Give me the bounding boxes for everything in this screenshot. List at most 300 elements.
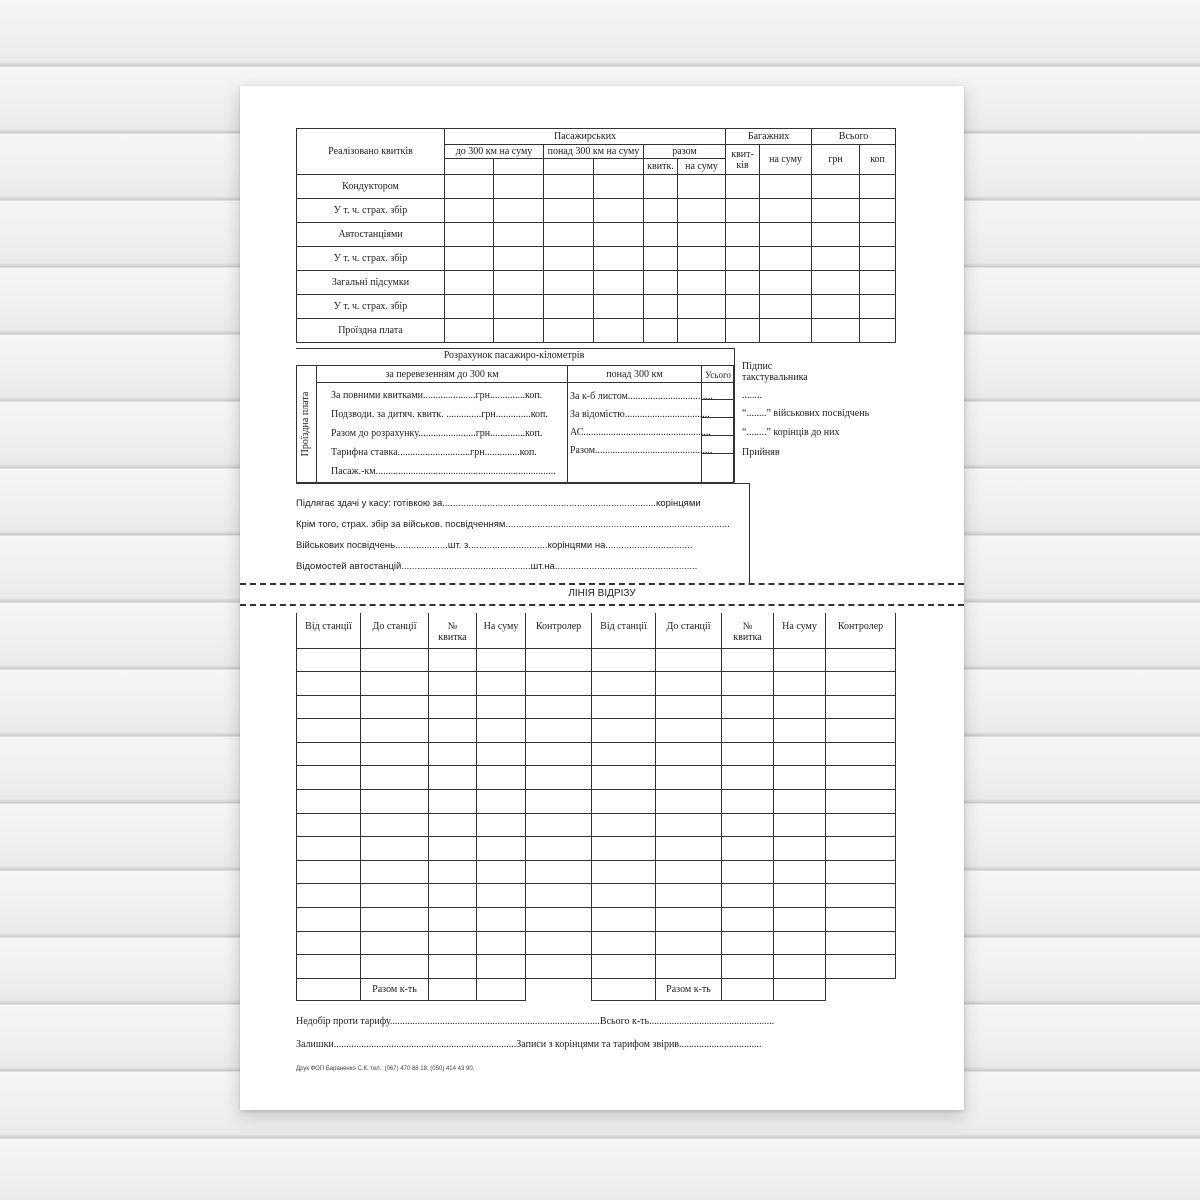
control-cell[interactable]: [826, 766, 896, 790]
sign-line: “........” корінців до них: [742, 427, 840, 438]
sales-cell[interactable]: [726, 271, 760, 295]
control-cell[interactable]: [361, 695, 429, 719]
sales-cell[interactable]: [678, 271, 726, 295]
control-cell[interactable]: [656, 884, 722, 908]
sales-cell[interactable]: [445, 271, 494, 295]
control-cell[interactable]: [774, 884, 826, 908]
printer-info: Друк ФОП Бараненко С.К. тел.: (067) 470 88 18; (050) 414 43 90.: [296, 1066, 475, 1072]
control-cell[interactable]: [526, 837, 592, 861]
sales-cell[interactable]: [760, 247, 812, 271]
cell-blank: [722, 978, 774, 1000]
sales-cell[interactable]: [494, 271, 544, 295]
sales-cell[interactable]: [760, 199, 812, 223]
control-cell[interactable]: [722, 931, 774, 955]
control-cell[interactable]: [526, 860, 592, 884]
control-cell[interactable]: [526, 648, 592, 672]
sales-cell[interactable]: [445, 247, 494, 271]
sales-row-label: У т. ч. страх. збір: [297, 199, 445, 223]
sales-cell[interactable]: [760, 319, 812, 343]
control-cell[interactable]: [826, 648, 896, 672]
sales-cell[interactable]: [494, 175, 544, 199]
control-cell[interactable]: [526, 813, 592, 837]
sales-cell[interactable]: [812, 319, 860, 343]
control-cell[interactable]: [477, 884, 526, 908]
sales-cell[interactable]: [644, 295, 678, 319]
sales-cell[interactable]: [760, 223, 812, 247]
control-cell[interactable]: [526, 742, 592, 766]
sales-row-label: Загальні підсумки: [297, 271, 445, 295]
control-cell[interactable]: [722, 672, 774, 696]
sales-cell[interactable]: [678, 247, 726, 271]
control-cell[interactable]: [526, 672, 592, 696]
control-cell[interactable]: [477, 931, 526, 955]
control-cell[interactable]: [361, 908, 429, 932]
control-cell[interactable]: [722, 742, 774, 766]
header-over300: понад 300 км на суму: [544, 145, 644, 159]
total-label-left: Разом к-ть: [361, 978, 429, 1000]
control-cell[interactable]: [429, 837, 477, 861]
header-sum-tickets: квитк.: [644, 159, 678, 175]
sales-cell[interactable]: [760, 295, 812, 319]
handover-line: Підлягає здачі у касу: готівкою за.................................................................................корінцями: [296, 498, 701, 509]
sales-cell[interactable]: [445, 223, 494, 247]
sales-cell[interactable]: [760, 175, 812, 199]
control-cell[interactable]: [477, 695, 526, 719]
cell-blank: [445, 159, 494, 175]
control-cell[interactable]: [429, 766, 477, 790]
cell-blank: [594, 159, 644, 175]
header-kop: коп: [860, 145, 896, 175]
control-row: [297, 813, 896, 837]
control-cell[interactable]: [656, 672, 722, 696]
calc-left-line: Разом до розрахунку.......................грн..............коп.: [331, 428, 543, 439]
control-cell[interactable]: [477, 813, 526, 837]
control-cell[interactable]: [361, 719, 429, 743]
sales-cell[interactable]: [494, 295, 544, 319]
sign-title-text: Підпис такстувальника: [742, 361, 808, 383]
col-over300: понад 300 км: [606, 369, 663, 380]
sales-row-header: Реалізовано квитків: [297, 129, 445, 175]
sales-cell[interactable]: [726, 175, 760, 199]
header-grn: грн: [812, 145, 860, 175]
sales-cell[interactable]: [726, 223, 760, 247]
sales-row-label: Проїздна плата: [297, 319, 445, 343]
sign-line: ........: [742, 390, 762, 401]
cut-line-label: ЛІНІЯ ВІДРІЗУ: [568, 588, 636, 599]
form-sheet: [240, 86, 964, 1110]
control-cell[interactable]: [826, 884, 896, 908]
control-cell[interactable]: [656, 837, 722, 861]
control-header: На суму: [774, 613, 826, 648]
control-cell[interactable]: [656, 790, 722, 814]
control-cell[interactable]: [656, 955, 722, 979]
control-cell[interactable]: [592, 742, 656, 766]
sales-cell[interactable]: [860, 223, 896, 247]
col-total: Усього: [705, 370, 731, 380]
sales-cell[interactable]: [812, 295, 860, 319]
control-cell[interactable]: [722, 884, 774, 908]
sales-cell[interactable]: [644, 199, 678, 223]
control-cell[interactable]: [297, 672, 361, 696]
control-row: [297, 884, 896, 908]
cell-blank: [297, 978, 361, 1000]
sales-cell[interactable]: [544, 247, 594, 271]
sales-cell[interactable]: [860, 199, 896, 223]
header-sum: разом: [644, 145, 726, 159]
control-cell[interactable]: [656, 931, 722, 955]
divider: [296, 483, 749, 484]
sales-row-label: У т. ч. страх. збір: [297, 295, 445, 319]
control-cell[interactable]: [361, 860, 429, 884]
header-passenger: Пасажирських: [445, 129, 726, 145]
control-cell[interactable]: [774, 672, 826, 696]
sign-line: “........” військових посвідчень: [742, 408, 870, 419]
control-cell[interactable]: [297, 931, 361, 955]
control-cell[interactable]: [297, 742, 361, 766]
control-cell[interactable]: [526, 719, 592, 743]
control-cell[interactable]: [722, 719, 774, 743]
control-cell[interactable]: [526, 695, 592, 719]
calc-left-line: Тарифна ставка.............................грн..............коп.: [331, 447, 537, 458]
sales-cell[interactable]: [544, 319, 594, 343]
control-cell[interactable]: [592, 648, 656, 672]
control-cell[interactable]: [297, 884, 361, 908]
control-cell[interactable]: [526, 931, 592, 955]
control-cell[interactable]: [361, 766, 429, 790]
control-cell[interactable]: [592, 837, 656, 861]
sales-cell[interactable]: [678, 199, 726, 223]
control-cell[interactable]: [429, 884, 477, 908]
control-cell[interactable]: [526, 790, 592, 814]
sales-cell[interactable]: [812, 175, 860, 199]
control-cell[interactable]: [297, 648, 361, 672]
divider: [749, 483, 750, 585]
sales-cell[interactable]: [860, 271, 896, 295]
control-cell[interactable]: [592, 884, 656, 908]
control-cell[interactable]: [297, 860, 361, 884]
control-cell[interactable]: [774, 648, 826, 672]
sales-cell[interactable]: [860, 295, 896, 319]
sales-cell[interactable]: [594, 319, 644, 343]
control-cell[interactable]: [774, 813, 826, 837]
control-header: № квитка: [722, 613, 774, 648]
vertical-label: Проїздна плата: [300, 391, 311, 457]
control-cell[interactable]: [477, 837, 526, 861]
control-row: [297, 719, 896, 743]
control-cell[interactable]: [526, 955, 592, 979]
control-header: До станції: [361, 613, 429, 648]
control-cell[interactable]: [656, 695, 722, 719]
calc-mid-line: За відомістю..................................: [570, 409, 710, 420]
control-cell[interactable]: [592, 813, 656, 837]
control-cell[interactable]: [429, 955, 477, 979]
control-cell[interactable]: [297, 813, 361, 837]
cell-blank: [774, 978, 826, 1000]
sales-cell[interactable]: [445, 175, 494, 199]
calc-left-line: За повними квитками.....................грн..............коп.: [331, 390, 543, 401]
control-cell[interactable]: [826, 837, 896, 861]
control-header: Контролер: [826, 613, 896, 648]
control-cell[interactable]: [592, 719, 656, 743]
sales-table: [296, 128, 896, 343]
control-cell[interactable]: [722, 648, 774, 672]
control-cell[interactable]: [656, 813, 722, 837]
control-cell[interactable]: [526, 884, 592, 908]
sales-row: [297, 199, 896, 223]
control-cell[interactable]: [361, 884, 429, 908]
control-cell[interactable]: [656, 742, 722, 766]
control-row: [297, 648, 896, 672]
cell-blank: [544, 159, 594, 175]
control-cell[interactable]: [297, 766, 361, 790]
control-row: [297, 908, 896, 932]
sales-cell[interactable]: [445, 319, 494, 343]
control-row: [297, 790, 896, 814]
control-cell[interactable]: [361, 742, 429, 766]
sales-cell[interactable]: [594, 247, 644, 271]
sales-cell[interactable]: [644, 175, 678, 199]
calc-mid-line: За к-б листом..................................: [570, 391, 713, 402]
control-cell[interactable]: [826, 719, 896, 743]
control-cell[interactable]: [429, 672, 477, 696]
divider: [734, 348, 735, 482]
sales-cell[interactable]: [644, 223, 678, 247]
control-cell[interactable]: [297, 837, 361, 861]
sales-cell[interactable]: [494, 319, 544, 343]
control-cell[interactable]: [592, 695, 656, 719]
control-row: [297, 837, 896, 861]
sales-cell[interactable]: [678, 175, 726, 199]
control-cell[interactable]: [361, 837, 429, 861]
control-cell[interactable]: [774, 837, 826, 861]
control-header-row: [297, 613, 896, 648]
control-cell[interactable]: [826, 860, 896, 884]
control-cell[interactable]: [722, 766, 774, 790]
sales-cell[interactable]: [726, 199, 760, 223]
sales-cell[interactable]: [594, 271, 644, 295]
control-cell[interactable]: [361, 790, 429, 814]
control-cell[interactable]: [297, 719, 361, 743]
calc-mid-line: Разом...............................................: [570, 445, 713, 456]
control-cell[interactable]: [297, 908, 361, 932]
control-cell[interactable]: [722, 860, 774, 884]
control-cell[interactable]: [592, 790, 656, 814]
control-cell[interactable]: [592, 955, 656, 979]
control-cell[interactable]: [477, 790, 526, 814]
sales-cell[interactable]: [544, 175, 594, 199]
control-cell[interactable]: [429, 742, 477, 766]
control-cell[interactable]: [429, 813, 477, 837]
control-cell[interactable]: [656, 908, 722, 932]
sales-cell[interactable]: [544, 223, 594, 247]
control-row: [297, 766, 896, 790]
control-cell[interactable]: [826, 742, 896, 766]
sales-cell[interactable]: [644, 271, 678, 295]
control-cell[interactable]: [826, 931, 896, 955]
sales-cell[interactable]: [544, 271, 594, 295]
header-total: Всього: [812, 129, 896, 145]
control-cell[interactable]: [477, 766, 526, 790]
sales-cell[interactable]: [594, 175, 644, 199]
sales-cell[interactable]: [860, 247, 896, 271]
control-cell[interactable]: [477, 955, 526, 979]
control-header: На суму: [477, 613, 526, 648]
control-cell[interactable]: [429, 860, 477, 884]
control-header: До станції: [656, 613, 722, 648]
sales-cell[interactable]: [812, 223, 860, 247]
control-cell[interactable]: [722, 908, 774, 932]
sales-cell[interactable]: [594, 223, 644, 247]
control-cell[interactable]: [774, 860, 826, 884]
control-cell[interactable]: [361, 931, 429, 955]
control-header: Від станції: [592, 613, 656, 648]
sales-cell[interactable]: [494, 223, 544, 247]
control-cell[interactable]: [361, 955, 429, 979]
control-cell[interactable]: [592, 908, 656, 932]
sales-cell[interactable]: [812, 199, 860, 223]
control-cell[interactable]: [526, 908, 592, 932]
control-cell[interactable]: [774, 766, 826, 790]
control-cell[interactable]: [826, 813, 896, 837]
sales-cell[interactable]: [726, 319, 760, 343]
control-cell[interactable]: [826, 790, 896, 814]
control-cell[interactable]: [722, 695, 774, 719]
control-cell[interactable]: [361, 672, 429, 696]
sales-cell[interactable]: [726, 295, 760, 319]
sales-cell[interactable]: [860, 319, 896, 343]
sales-cell[interactable]: [860, 175, 896, 199]
control-cell[interactable]: [656, 766, 722, 790]
control-cell[interactable]: [297, 695, 361, 719]
control-cell[interactable]: [477, 860, 526, 884]
header-baggage: Багажних: [726, 129, 812, 145]
calc-mid-line: АС...................................................: [570, 427, 711, 438]
cell-blank: [477, 978, 526, 1000]
sales-cell[interactable]: [544, 199, 594, 223]
control-cell[interactable]: [361, 813, 429, 837]
control-cell[interactable]: [774, 955, 826, 979]
cell-blank: [526, 978, 592, 1000]
sales-row-label: Кондуктором: [297, 175, 445, 199]
header-up300: до 300 км на суму: [445, 145, 544, 159]
sales-cell[interactable]: [445, 199, 494, 223]
control-row: [297, 931, 896, 955]
control-cell[interactable]: [429, 931, 477, 955]
control-cell[interactable]: [656, 860, 722, 884]
header-sum-amount: на суму: [678, 159, 726, 175]
sales-cell[interactable]: [644, 247, 678, 271]
calc-title: Розрахунок пасажиро-кілометрів: [443, 350, 585, 361]
control-cell[interactable]: [656, 719, 722, 743]
control-cell[interactable]: [297, 955, 361, 979]
control-cell[interactable]: [429, 648, 477, 672]
control-cell[interactable]: [361, 648, 429, 672]
sales-cell[interactable]: [678, 319, 726, 343]
footer-line2: Залишки.........................................................................Записи з корінцями та тарифом звірив.................................: [296, 1039, 762, 1050]
control-cell[interactable]: [774, 931, 826, 955]
sales-cell[interactable]: [678, 223, 726, 247]
control-cell[interactable]: [826, 908, 896, 932]
control-cell[interactable]: [477, 648, 526, 672]
control-cell[interactable]: [774, 790, 826, 814]
control-row: [297, 742, 896, 766]
header-baggage-amount: на суму: [760, 145, 812, 175]
sales-row: [297, 247, 896, 271]
cell-blank: [826, 978, 896, 1000]
control-header: Контролер: [526, 613, 592, 648]
control-cell[interactable]: [477, 742, 526, 766]
control-row: [297, 955, 896, 979]
control-cell[interactable]: [429, 719, 477, 743]
sales-row: [297, 319, 896, 343]
control-cell[interactable]: [774, 742, 826, 766]
divider: [296, 348, 734, 349]
control-cell[interactable]: [477, 908, 526, 932]
control-cell[interactable]: [526, 766, 592, 790]
handover-line: Крім того, страх. збір за військов. посвідченням.....................................................................................: [296, 519, 730, 530]
control-cell[interactable]: [826, 955, 896, 979]
sales-cell[interactable]: [494, 199, 544, 223]
sales-cell[interactable]: [644, 319, 678, 343]
sales-row: [297, 223, 896, 247]
control-cell[interactable]: [722, 813, 774, 837]
control-cell[interactable]: [592, 860, 656, 884]
control-row: [297, 860, 896, 884]
control-cell[interactable]: [592, 766, 656, 790]
control-cell[interactable]: [656, 648, 722, 672]
sales-cell[interactable]: [544, 295, 594, 319]
sales-cell[interactable]: [445, 295, 494, 319]
control-cell[interactable]: [774, 908, 826, 932]
sales-cell[interactable]: [494, 247, 544, 271]
handover-line: Відомостей автостанцій.................................................шт.на......................................................: [296, 561, 698, 572]
control-cell[interactable]: [774, 695, 826, 719]
sales-cell[interactable]: [812, 247, 860, 271]
cell-blank: [592, 978, 656, 1000]
cell-blank: [494, 159, 544, 175]
sales-cell[interactable]: [812, 271, 860, 295]
sales-cell[interactable]: [594, 295, 644, 319]
control-cell[interactable]: [826, 672, 896, 696]
control-cell[interactable]: [592, 672, 656, 696]
control-cell[interactable]: [592, 931, 656, 955]
control-cell[interactable]: [722, 790, 774, 814]
sales-row-label: У т. ч. страх. збір: [297, 247, 445, 271]
control-cell[interactable]: [429, 908, 477, 932]
cut-dash-bottom: [240, 604, 964, 606]
control-cell[interactable]: [477, 719, 526, 743]
control-row: [297, 672, 896, 696]
sales-row: [297, 271, 896, 295]
sales-cell[interactable]: [594, 199, 644, 223]
control-cell[interactable]: [429, 695, 477, 719]
col-up300: за перевезенням до 300 км: [385, 369, 499, 380]
sales-row-label: Автостанціями: [297, 223, 445, 247]
cut-dash-top: [240, 583, 964, 585]
sales-cell[interactable]: [726, 247, 760, 271]
control-cell[interactable]: [774, 719, 826, 743]
sales-cell[interactable]: [760, 271, 812, 295]
control-cell[interactable]: [722, 955, 774, 979]
control-cell[interactable]: [429, 790, 477, 814]
control-cell[interactable]: [826, 695, 896, 719]
control-cell[interactable]: [297, 790, 361, 814]
control-cell[interactable]: [477, 672, 526, 696]
calc-left-line: Пасаж.-км........................................................................: [331, 466, 556, 477]
sign-title: [742, 361, 808, 383]
sales-cell[interactable]: [678, 295, 726, 319]
control-cell[interactable]: [722, 837, 774, 861]
